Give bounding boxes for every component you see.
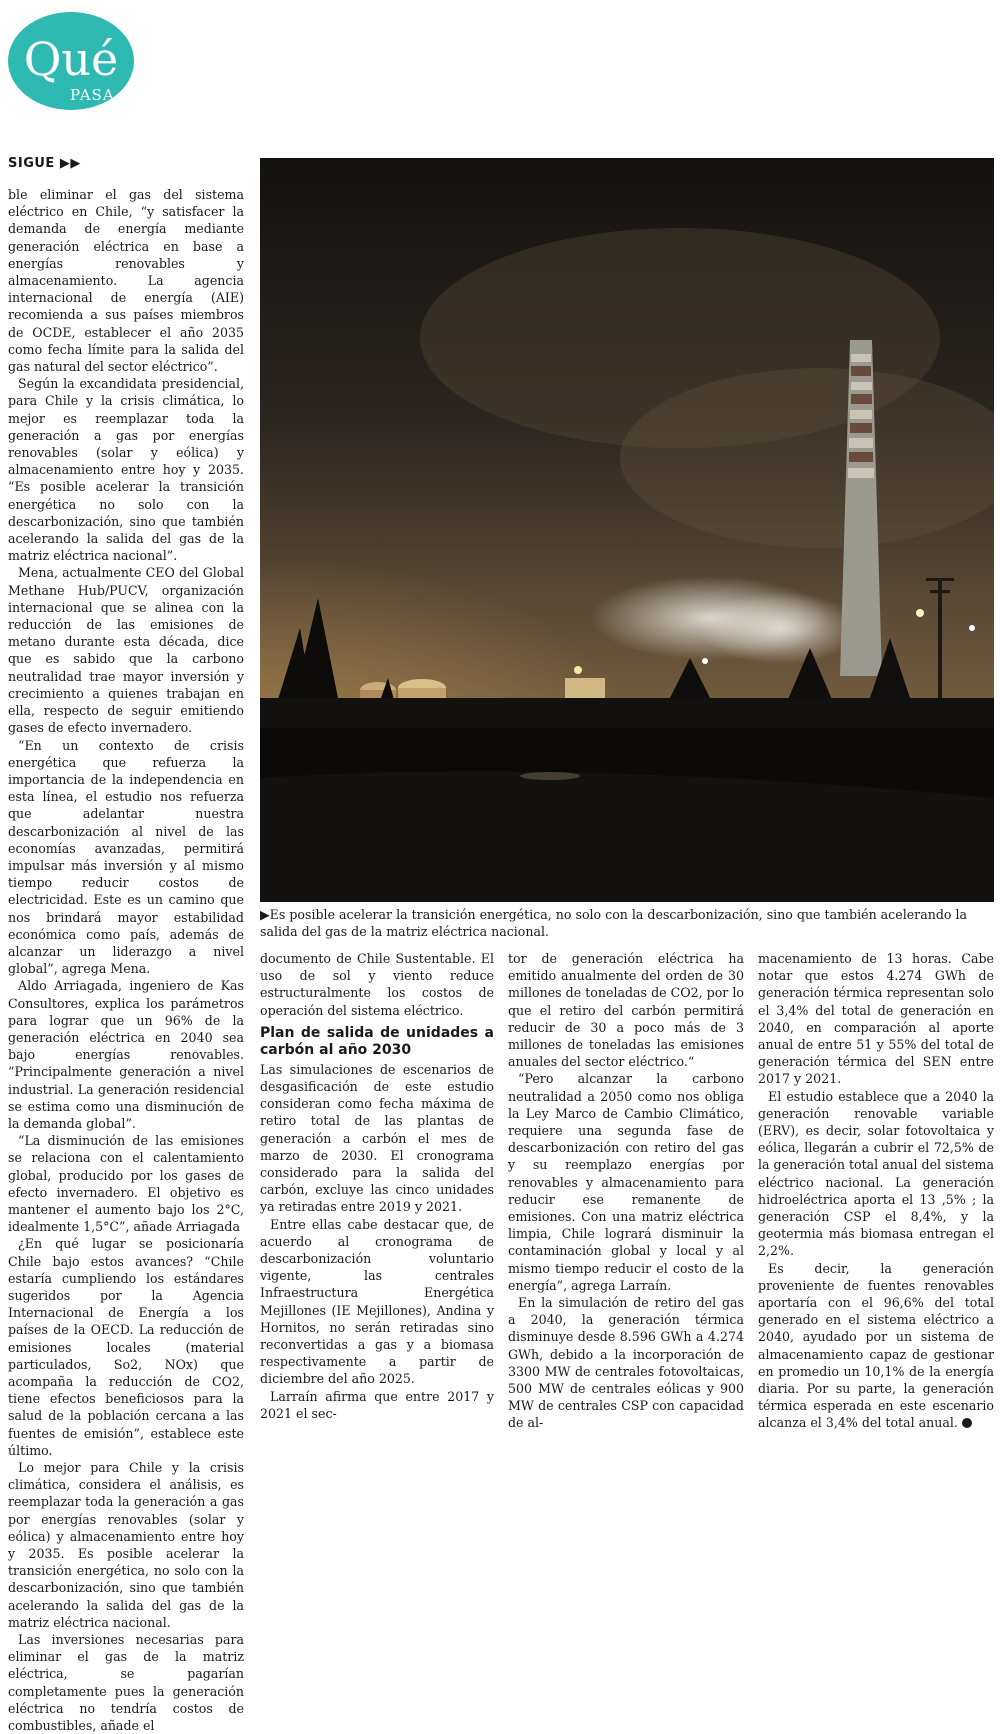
end-of-article-icon	[962, 1418, 972, 1428]
paragraph: ble eliminar el gas del sistema eléctrico en Chile, “y satisfacer la demanda de energía mediante generación eléctrica en base a energías renovables y almacenamiento. La agencia internacional de energía (AIE) recomienda a sus países miembros de OCDE, establecer el año 2035 como fecha límite para la salida del gas natural del sector eléctrico”.	[8, 187, 244, 375]
paragraph	[758, 1260, 994, 1432]
paragraph: Entre ellas cabe destacar que, de acuerdo al cronograma de descarbonización voluntario vigente, las centrales Infraestructura Energética Mejillones (IE Mejillones), Andina y Hornitos, no serán retiradas sino reconvertidas a gas y a biomasa respectivamente a partir de diciembre del año 2025.	[260, 1216, 494, 1387]
section-heading: Plan de salida de unidades a carbón al año 2030	[260, 1024, 494, 1058]
paragraph: Las simulaciones de escenarios de desgasificación de este estudio consideran como fecha máxima de retiro total de las plantas de generación a carbón el mes de marzo de 2030. El cronograma considerado para la salida del carbón, excluye las cinco unidades ya retiradas entre 2019 y 2021.	[260, 1061, 494, 1215]
que-pasa-logo	[8, 12, 134, 110]
paragraph: Aldo Arriagada, ingeniero de Kas Consultores, explica los parámetros para lograr que un 96% de la generación eléctrica en 2040 sea bajo energías renovables. “Principalmente generación a nivel industrial. La generación residencial se estima como una disminución de la demanda global”.	[8, 978, 244, 1131]
paragraph: “La disminución de las emisiones se relaciona con el calentamiento global, producido por los gases de efecto invernadero. El objetivo es mantener el aumento bajo los 2°C, idealmente 1,5°C”, añade Arriagada	[8, 1133, 244, 1235]
paragraph: Mena, actualmente CEO del Global Methane Hub/PUCV, organización internacional que se alinea con la reducción de las emisiones de metano durante esta década, dice que es sabido que la carbono neutralidad trae mayor inversión y crecimiento a quienes trabajan en ella, respecto de seguir emitiendo gases de efecto invernadero.	[8, 565, 244, 736]
paragraph: ¿En qué lugar se posicionaría Chile bajo estos avances? “Chile estaría cumpliendo los estándares sugeridos por la Agencia Internacional de Energía a los países de la OECD. La reducción de emisiones locales (material particulados, So2, NOx) que acompaña la reducción de CO2, tiene efectos beneficiosos para la salud de la población cercana a las fuentes de emisión”, establece este último.	[8, 1236, 244, 1458]
paragraph: macenamiento de 13 horas. Cabe notar que estos 4.274 GWh de generación térmica representan solo el 3,4% del total de generación en 2040, en comparación al aporte anual de entre 51 y 55% del total de generación térmica del SEN entre 2017 y 2021.	[758, 951, 994, 1087]
paragraph: tor de generación eléctrica ha emitido anualmente del orden de 30 millones de toneladas de CO2, por lo que el retiro del carbón permitirá reducir de 30 a poco más de 3 millones de toneladas las emisiones anuales del sector eléctrico.“	[508, 951, 744, 1070]
article-column-4	[758, 950, 994, 1432]
paragraph-text: Es decir, la generación proveniente de fuentes renovables aportaría con el 96,6% del total generado en el sistema eléctrico a 2040, ayudado por un sistema de almacenamiento capaz de gestionar en promedio un 10,1% de la energía diaria. Por su parte, la generación térmica esperada en este escenario alcanza el 3,4% del total anual.	[758, 1260, 994, 1431]
power-plant-photo	[260, 158, 994, 902]
paragraph: Las inversiones necesarias para eliminar el gas de la matriz eléctrica, se pagarían completamente pues la generación eléctrica no tendría costos de combustibles, añade el	[8, 1632, 244, 1734]
paragraph: Lo mejor para Chile y la crisis climática, considera el análisis, es reemplazar toda la generación a gas por energías renovables (solar y eólica) y almacenamiento entre hoy y 2035. Es posible acelerar la transición energética, no solo con la descarbonización, sino que también acelerando la salida del gas de la matriz eléctrica nacional.	[8, 1460, 244, 1630]
paragraph: En la simulación de retiro del gas a 2040, la generación térmica disminuye desde 8.596 GWh a 4.274 GWh, debido a la incorporación de 3300 MW de centrales fotovoltaicas, 500 MW de centrales eólicas y 900 MW de centrales CSP con capacidad de al-	[508, 1295, 744, 1431]
paragraph: “Pero alcanzar la carbono neutralidad a 2050 como nos obliga la Ley Marco de Cambio Climático, requiere una segunda fase de descarbonización con retiro del gas y su reemplazo energías por renovables y almacenamiento para reducir ese remanente de emisiones. Con una matriz eléctrica limpia, Chile logrará disminuir la contaminación global y local y al mismo tiempo reducir el costo de la energía”, agrega Larraín.	[508, 1071, 744, 1293]
article-column-2	[260, 950, 494, 1422]
continuation-marker: SIGUE ▶▶	[8, 156, 81, 171]
paragraph: documento de Chile Sustentable. El uso de sol y viento reduce estructuralmente los costos de operación del sistema eléctrico.	[260, 951, 494, 1018]
paragraph: “En un contexto de crisis energética que refuerza la importancia de la independencia en esta línea, el estudio nos refuerza que adelantar nuestra descarbonización al nivel de las economías avanzadas, permitirá impulsar más inversión y al mismo tiempo reducir costos de electricidad. Este es un camino que nos brindará mayor estabilidad económica como país, además de alcanzar un liderazgo a nivel global”, agrega Mena.	[8, 737, 244, 977]
paragraph: El estudio establece que a 2040 la generación renovable variable (ERV), es decir, solar fotovoltaica y eólica, llegarán a cubrir el 72,5% de la generación total anual del sistema eléctrico nacional. La generación hidroeléctrica aporta el 13 ,5% ; la generación CSP el 8,4%, y la geotermia más biomasa entregan el 2,2%.	[758, 1088, 994, 1259]
paragraph: Larraín afirma que entre 2017 y 2021 el sec-	[260, 1388, 494, 1421]
night-power-plant-illustration	[260, 158, 994, 902]
photo-caption: ▶Es posible acelerar la transición energética, no solo con la descarbonización, sino que también acelerando la salida del gas de la matriz eléctrica nacional.	[260, 907, 967, 939]
paragraph: Según la excandidata presidencial, para Chile y la crisis climática, lo mejor es reemplazar toda la generación a gas por energías renovables (solar y eólica) y almacenamiento entre hoy y 2035. “Es posible acelerar la transición energética no solo con la descarbonización, sino que también acelerando la salida del gas de la matriz eléctrica nacional”.	[8, 376, 244, 564]
logo-subtitle: PASA	[70, 86, 115, 104]
logo-title: Qué	[23, 32, 119, 86]
article-column-1	[8, 186, 244, 1734]
article-column-3	[508, 950, 744, 1432]
